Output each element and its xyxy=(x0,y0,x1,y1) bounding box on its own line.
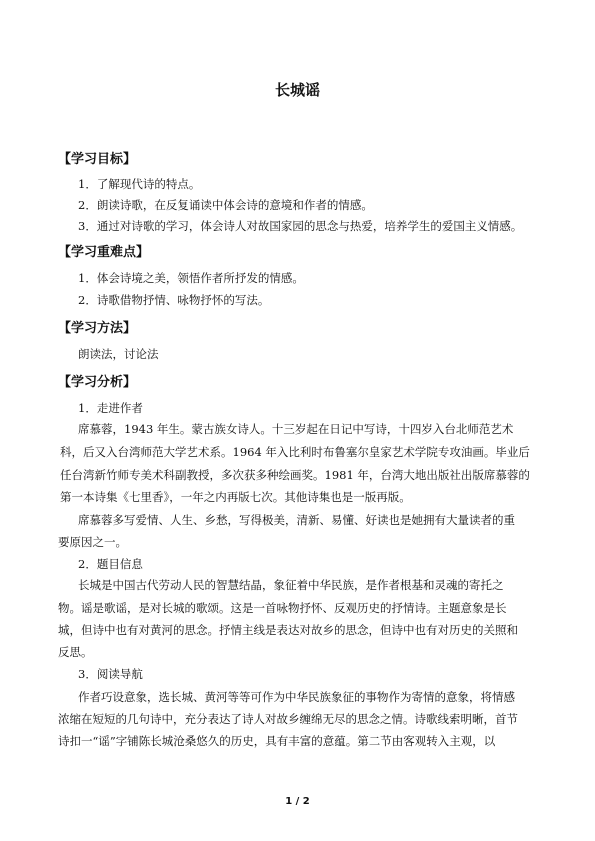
page-number: 1 / 2 xyxy=(285,796,310,807)
paragraph-line: 物。谣是歌谣，是对长城的歌颂。这是一首咏物抒怀、反观历史的抒情诗。主题意象是长 xyxy=(58,601,507,615)
list-item: 2．朗读诗歌，在反复诵读中体会诗的意境和作者的情感。 xyxy=(78,198,373,212)
paragraph-line: 科，后又入台湾师范大学艺术系。1964 年入比利时布鲁塞尔皇家艺术学院专攻油画。毕业后 xyxy=(60,445,530,459)
paragraph-line: 浓缩在短短的几句诗中，充分表达了诗人对故乡缠绵无尽的思念之情。诗歌线索明晰，首节 xyxy=(58,712,518,726)
paragraph-line: 席慕蓉，1943 年生。蒙古族女诗人。十三岁起在日记中写诗，十四岁入台北师范艺术 xyxy=(78,422,514,436)
subsection-title-topic: 2．题目信息 xyxy=(78,557,143,571)
methods-text: 朗读法，讨论法 xyxy=(78,347,159,361)
list-item: 1．了解现代诗的特点。 xyxy=(78,177,201,191)
paragraph-line: 作者巧设意象，选长城、黄河等等可作为中华民族象征的事物作为寄情的意象，将情感 xyxy=(78,690,515,704)
list-item: 3．通过对诗歌的学习，体会诗人对故国家园的思念与热爱，培养学生的爱国主义情感。 xyxy=(78,219,523,233)
page-title: 长城谣 xyxy=(274,81,320,99)
paragraph-line: 要原因之一。 xyxy=(58,535,127,549)
paragraph-line: 长城是中国古代劳动人民的智慧结晶，象征着中华民族，是作者根基和灵魂的寄托之 xyxy=(78,578,504,592)
subsection-title-reading: 3．阅读导航 xyxy=(78,667,143,681)
paragraph-line: 席慕蓉多写爱情、人生、乡愁，写得极美，清新、易懂、好读也是她拥有大量读者的重 xyxy=(78,513,515,527)
paragraph-line: 第一本诗集《七里香》，一年之内再版七次。其他诗集也是一版再版。 xyxy=(60,490,411,504)
subsection-title-author: 1．走进作者 xyxy=(78,401,143,415)
paragraph-line: 城，但诗中也有对黄河的思念。抒情主线是表达对故乡的思念，但诗中也有对历史的关照和 xyxy=(58,623,518,637)
section-heading-methods: 【学习方法】 xyxy=(58,321,137,336)
paragraph-line: 反思。 xyxy=(58,645,93,659)
section-heading-key-points: 【学习重难点】 xyxy=(58,245,150,260)
paragraph-line: 诗扣一“谣”字铺陈长城沧桑悠久的历史，具有丰富的意蕴。第二节由客观转入主观，以 xyxy=(58,734,496,748)
section-heading-goals: 【学习目标】 xyxy=(58,152,137,167)
list-item: 1．体会诗境之美，领悟作者所抒发的情感。 xyxy=(78,271,304,285)
section-heading-analysis: 【学习分析】 xyxy=(58,375,137,390)
list-item: 2．诗歌借物抒情、咏物抒怀的写法。 xyxy=(78,293,270,307)
paragraph-line: 任台湾新竹师专美术科副教授，多次获多种绘画奖。1981 年，台湾大地出版社出版席慕蓉的 xyxy=(60,468,530,482)
